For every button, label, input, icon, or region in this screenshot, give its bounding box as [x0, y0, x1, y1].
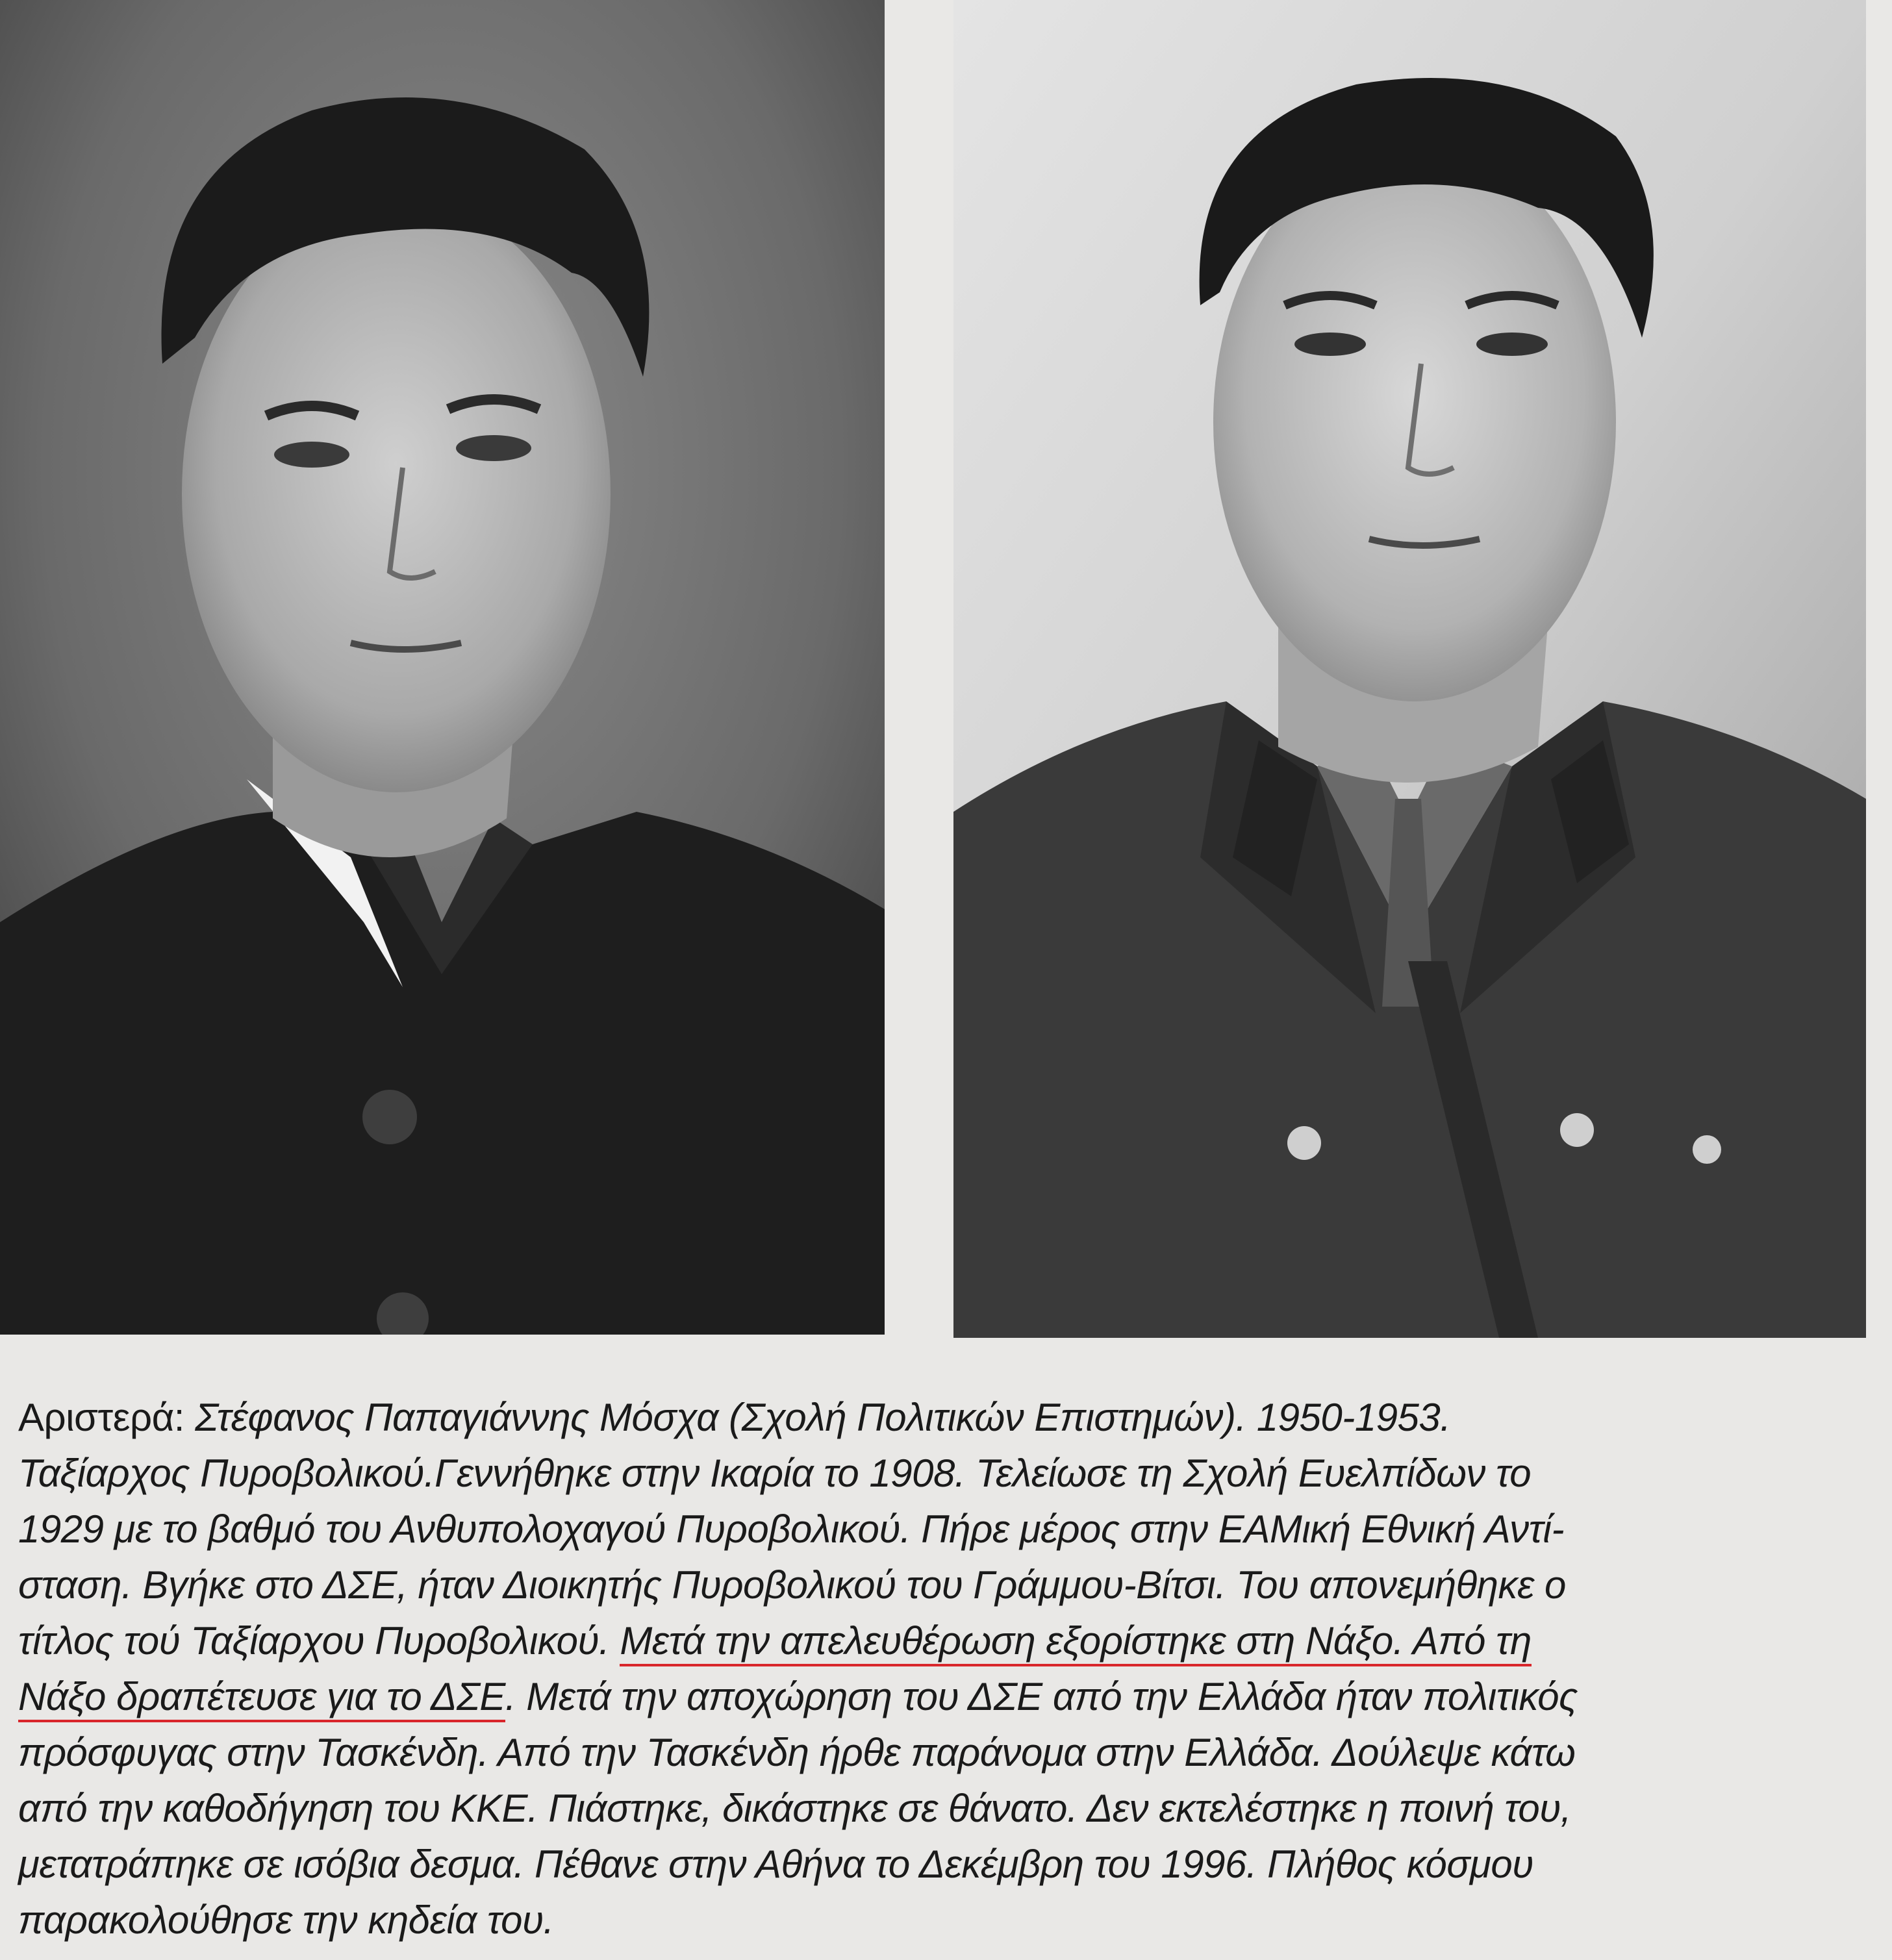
- caption-text: τίτλος τού Ταξίαρχου Πυροβολικού.: [18, 1619, 620, 1663]
- caption-line-7: πρόσφυγας στην Τασκένδη. Από την Τασκένδη ήρθε παράνομα στην Ελλάδα. Δούλεψε κάτω: [18, 1731, 1576, 1774]
- caption-line-1: [18, 1390, 1856, 1446]
- right-portrait-image: [953, 0, 1866, 1338]
- caption-line-9: μετατράπηκε σε ισόβια δεσμα. Πέθανε στην Αθήνα το Δεκέμβρη του 1996. Πλήθος κόσμου: [18, 1842, 1533, 1886]
- underlined-text: Μετά την απελευθέρωση εξορίστηκε στη Νάξο. Από τη: [620, 1619, 1532, 1666]
- right-portrait-photo: [953, 0, 1866, 1338]
- left-portrait-image: [0, 0, 885, 1335]
- left-portrait-photo: [0, 0, 885, 1335]
- caption-line-2: Ταξίαρχος Πυροβολικού.Γεννήθηκε στην Ικαρία το 1908. Τελείωσε τη Σχολή Ευελπίδων το: [18, 1451, 1532, 1495]
- caption-text: . Μετά την αποχώρηση του ΔΣΕ από την Ελλάδα ήταν πολιτικός: [505, 1675, 1578, 1718]
- caption-line-3: 1929 με το βαθμό του Ανθυπολοχαγού Πυροβολικού. Πήρε μέρος στην ΕΑΜική Εθνική Αντί-: [18, 1507, 1564, 1551]
- caption-line-8: από την καθοδήγηση του ΚΚΕ. Πιάστηκε, δικάστηκε σε θάνατο. Δεν εκτελέστηκε η ποινή του,: [18, 1787, 1571, 1830]
- underlined-text: Νάξο δραπέτευσε για το ΔΣΕ: [18, 1675, 505, 1722]
- caption-line-4: σταση. Βγήκε στο ΔΣΕ, ήταν Διοικητής Πυροβολικού του Γράμμου-Βίτσι. Του απονεμήθηκε ο: [18, 1563, 1566, 1607]
- caption-line-6: [18, 1669, 1856, 1725]
- caption-line-5: [18, 1613, 1856, 1669]
- caption-text: Στέφανος Παπαγιάννης Μόσχα (Σχολή Πολιτικών Επιστημών). 1950-1953.: [184, 1396, 1451, 1439]
- caption-lead: Αριστερά:: [18, 1396, 184, 1439]
- caption-line-10: παρακολούθησε την κηδεία του.: [18, 1898, 554, 1942]
- photo-caption: [18, 1390, 1856, 1948]
